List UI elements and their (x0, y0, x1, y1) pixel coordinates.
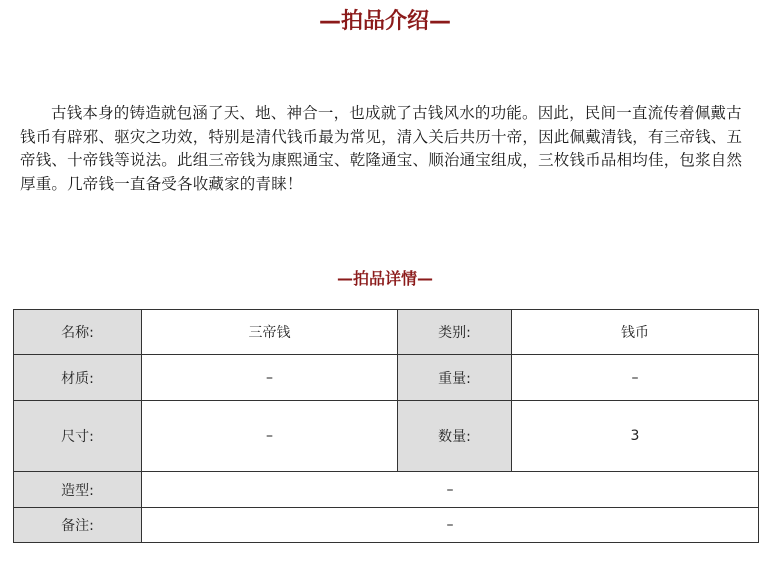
weight-label: 重量: (398, 355, 512, 401)
name-value: 三帝钱 (142, 310, 398, 355)
quantity-value: 3 (512, 401, 759, 472)
material-label: 材质: (14, 355, 142, 401)
size-label: 尺寸: (14, 401, 142, 472)
shape-label: 造型: (14, 472, 142, 508)
shape-value: – (142, 472, 759, 508)
table-row (14, 310, 759, 355)
details-table (13, 309, 759, 543)
category-value: 钱币 (512, 310, 759, 355)
table-row (14, 472, 759, 508)
name-label: 名称: (14, 310, 142, 355)
table-row (14, 508, 759, 543)
page-title: —拍品介绍— (318, 9, 451, 34)
note-label: 备注: (14, 508, 142, 543)
note-value: – (142, 508, 759, 543)
intro-paragraph: 古钱本身的铸造就包涵了天、地、神合一，也成就了古钱风水的功能。因此，民间一直流传着佩戴古钱币有辟邪、驱灾之功效，特别是清代钱币最为常见，清入关后共历十帝，因此佩戴清钱，有三帝钱、五帝钱、十帝钱等说法。此组三帝钱为康熙通宝、乾隆通宝、顺治通宝组成，三枚钱币品相均佳，包浆自然厚重。几帝钱一直备受各收藏家的青睐！ (20, 104, 743, 193)
quantity-label: 数量: (398, 401, 512, 472)
category-label: 类别: (398, 310, 512, 355)
size-value: – (142, 401, 398, 472)
table-row (14, 401, 759, 472)
details-title: —拍品详情— (336, 269, 433, 288)
material-value: – (142, 355, 398, 401)
table-row (14, 355, 759, 401)
weight-value: – (512, 355, 759, 401)
